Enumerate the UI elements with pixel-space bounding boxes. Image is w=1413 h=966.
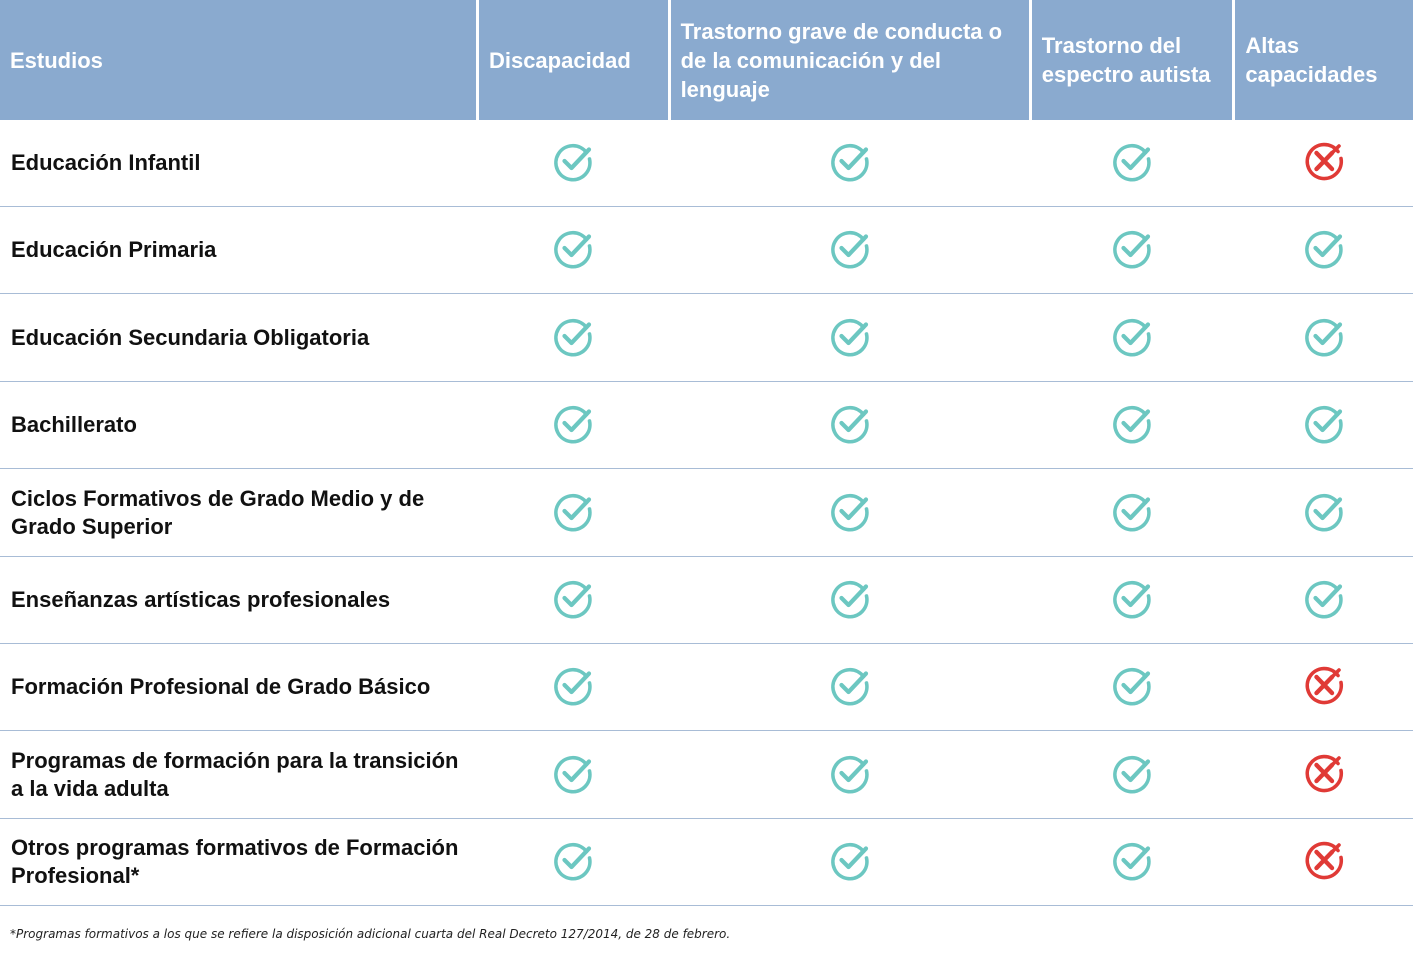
status-cell: [479, 207, 668, 293]
header-estudios: Estudios: [0, 0, 476, 120]
cross-circle-icon: [1303, 752, 1345, 794]
row-label-cell: [0, 644, 476, 730]
check-circle-icon: [1111, 752, 1153, 794]
check-circle-icon: [552, 140, 594, 182]
status-cell: [1032, 120, 1233, 206]
status-cell: [1235, 557, 1413, 643]
table-row: [0, 469, 1413, 557]
status-cell: [671, 819, 1029, 905]
status-cell: [1032, 731, 1233, 818]
status-cell: [1235, 207, 1413, 293]
check-circle-icon: [1303, 577, 1345, 619]
status-cell: [671, 120, 1029, 206]
header-trastorno-conducta: Trastorno grave de conducta o de la comunicación y del lenguaje: [671, 0, 1029, 120]
check-circle-icon: [1111, 140, 1153, 182]
check-circle-icon: [829, 839, 871, 881]
status-cell: [479, 644, 668, 730]
check-circle-icon: [1303, 227, 1345, 269]
check-circle-icon: [1303, 315, 1345, 357]
row-label: Bachillerato: [11, 412, 137, 437]
status-cell: [1032, 469, 1233, 556]
status-cell: [1032, 294, 1233, 381]
table-row: [0, 207, 1413, 294]
check-circle-icon: [552, 227, 594, 269]
check-circle-icon: [552, 490, 594, 532]
check-circle-icon: [1111, 490, 1153, 532]
row-label-cell: [0, 382, 476, 468]
table-header: [0, 0, 1413, 120]
check-circle-icon: [829, 752, 871, 794]
cross-circle-icon: [1303, 664, 1345, 706]
status-cell: [671, 294, 1029, 381]
status-cell: [671, 382, 1029, 468]
row-label: Otros programas formativos de Formación Profesional*: [11, 835, 459, 888]
check-circle-icon: [552, 577, 594, 619]
status-cell: [671, 469, 1029, 556]
check-circle-icon: [552, 315, 594, 357]
status-cell: [479, 819, 668, 905]
status-cell: [1032, 819, 1233, 905]
table-row: [0, 294, 1413, 382]
status-cell: [1235, 469, 1413, 556]
status-cell: [1235, 120, 1413, 206]
check-circle-icon: [1111, 577, 1153, 619]
row-label-cell: [0, 819, 476, 905]
check-circle-icon: [1111, 664, 1153, 706]
status-cell: [671, 644, 1029, 730]
status-cell: [1235, 382, 1413, 468]
status-cell: [479, 469, 668, 556]
status-cell: [1032, 207, 1233, 293]
check-circle-icon: [1303, 490, 1345, 532]
status-cell: [671, 731, 1029, 818]
check-circle-icon: [829, 227, 871, 269]
check-circle-icon: [552, 402, 594, 444]
status-cell: [1235, 644, 1413, 730]
row-label-cell: [0, 731, 476, 818]
check-circle-icon: [1111, 402, 1153, 444]
table-row: [0, 557, 1413, 644]
check-circle-icon: [552, 839, 594, 881]
cross-circle-icon: [1303, 839, 1345, 881]
check-circle-icon: [829, 402, 871, 444]
row-label-cell: [0, 207, 476, 293]
status-cell: [479, 294, 668, 381]
check-circle-icon: [1303, 402, 1345, 444]
status-cell: [1235, 731, 1413, 818]
check-circle-icon: [552, 664, 594, 706]
row-label-cell: [0, 294, 476, 381]
row-label-cell: [0, 557, 476, 643]
check-circle-icon: [829, 315, 871, 357]
check-circle-icon: [829, 577, 871, 619]
check-circle-icon: [829, 140, 871, 182]
check-circle-icon: [1111, 227, 1153, 269]
row-label: Enseñanzas artísticas profesionales: [11, 587, 391, 612]
status-cell: [479, 557, 668, 643]
row-label: Educación Primaria: [11, 237, 217, 262]
status-cell: [479, 382, 668, 468]
table-row: [0, 819, 1413, 906]
status-cell: [671, 557, 1029, 643]
status-cell: [1235, 294, 1413, 381]
status-cell: [479, 731, 668, 818]
row-label-cell: [0, 469, 476, 556]
row-label: Educación Secundaria Obligatoria: [11, 324, 370, 350]
table-row: [0, 644, 1413, 731]
status-cell: [1235, 819, 1413, 905]
header-discapacidad: Discapacidad: [479, 0, 668, 120]
status-cell: [479, 120, 668, 206]
status-cell: [1032, 644, 1233, 730]
check-circle-icon: [1111, 839, 1153, 881]
status-cell: [1032, 382, 1233, 468]
row-label-cell: [0, 120, 476, 206]
check-circle-icon: [829, 490, 871, 532]
header-espectro-autista: Trastorno del espectro autista: [1032, 0, 1233, 120]
row-label: Programas de formación para la transición a la vida adulta: [11, 747, 459, 801]
footnote: *Programas formativos a los que se refiere la disposición adicional cuarta del Real Decreto 127/2014, de 28 de febrero.: [10, 927, 731, 941]
check-circle-icon: [552, 752, 594, 794]
status-cell: [1032, 557, 1233, 643]
table-body: [0, 120, 1413, 906]
table-row: [0, 382, 1413, 469]
check-circle-icon: [829, 664, 871, 706]
row-label: Formación Profesional de Grado Básico: [11, 674, 431, 699]
cross-circle-icon: [1303, 140, 1345, 182]
table-row: [0, 120, 1413, 207]
table-row: [0, 731, 1413, 819]
header-altas-capacidades: Altas capacidades: [1235, 0, 1413, 120]
row-label: Ciclos Formativos de Grado Medio y de Grado Superior: [11, 485, 425, 539]
check-circle-icon: [1111, 315, 1153, 357]
row-label: Educación Infantil: [11, 150, 201, 175]
status-cell: [671, 207, 1029, 293]
